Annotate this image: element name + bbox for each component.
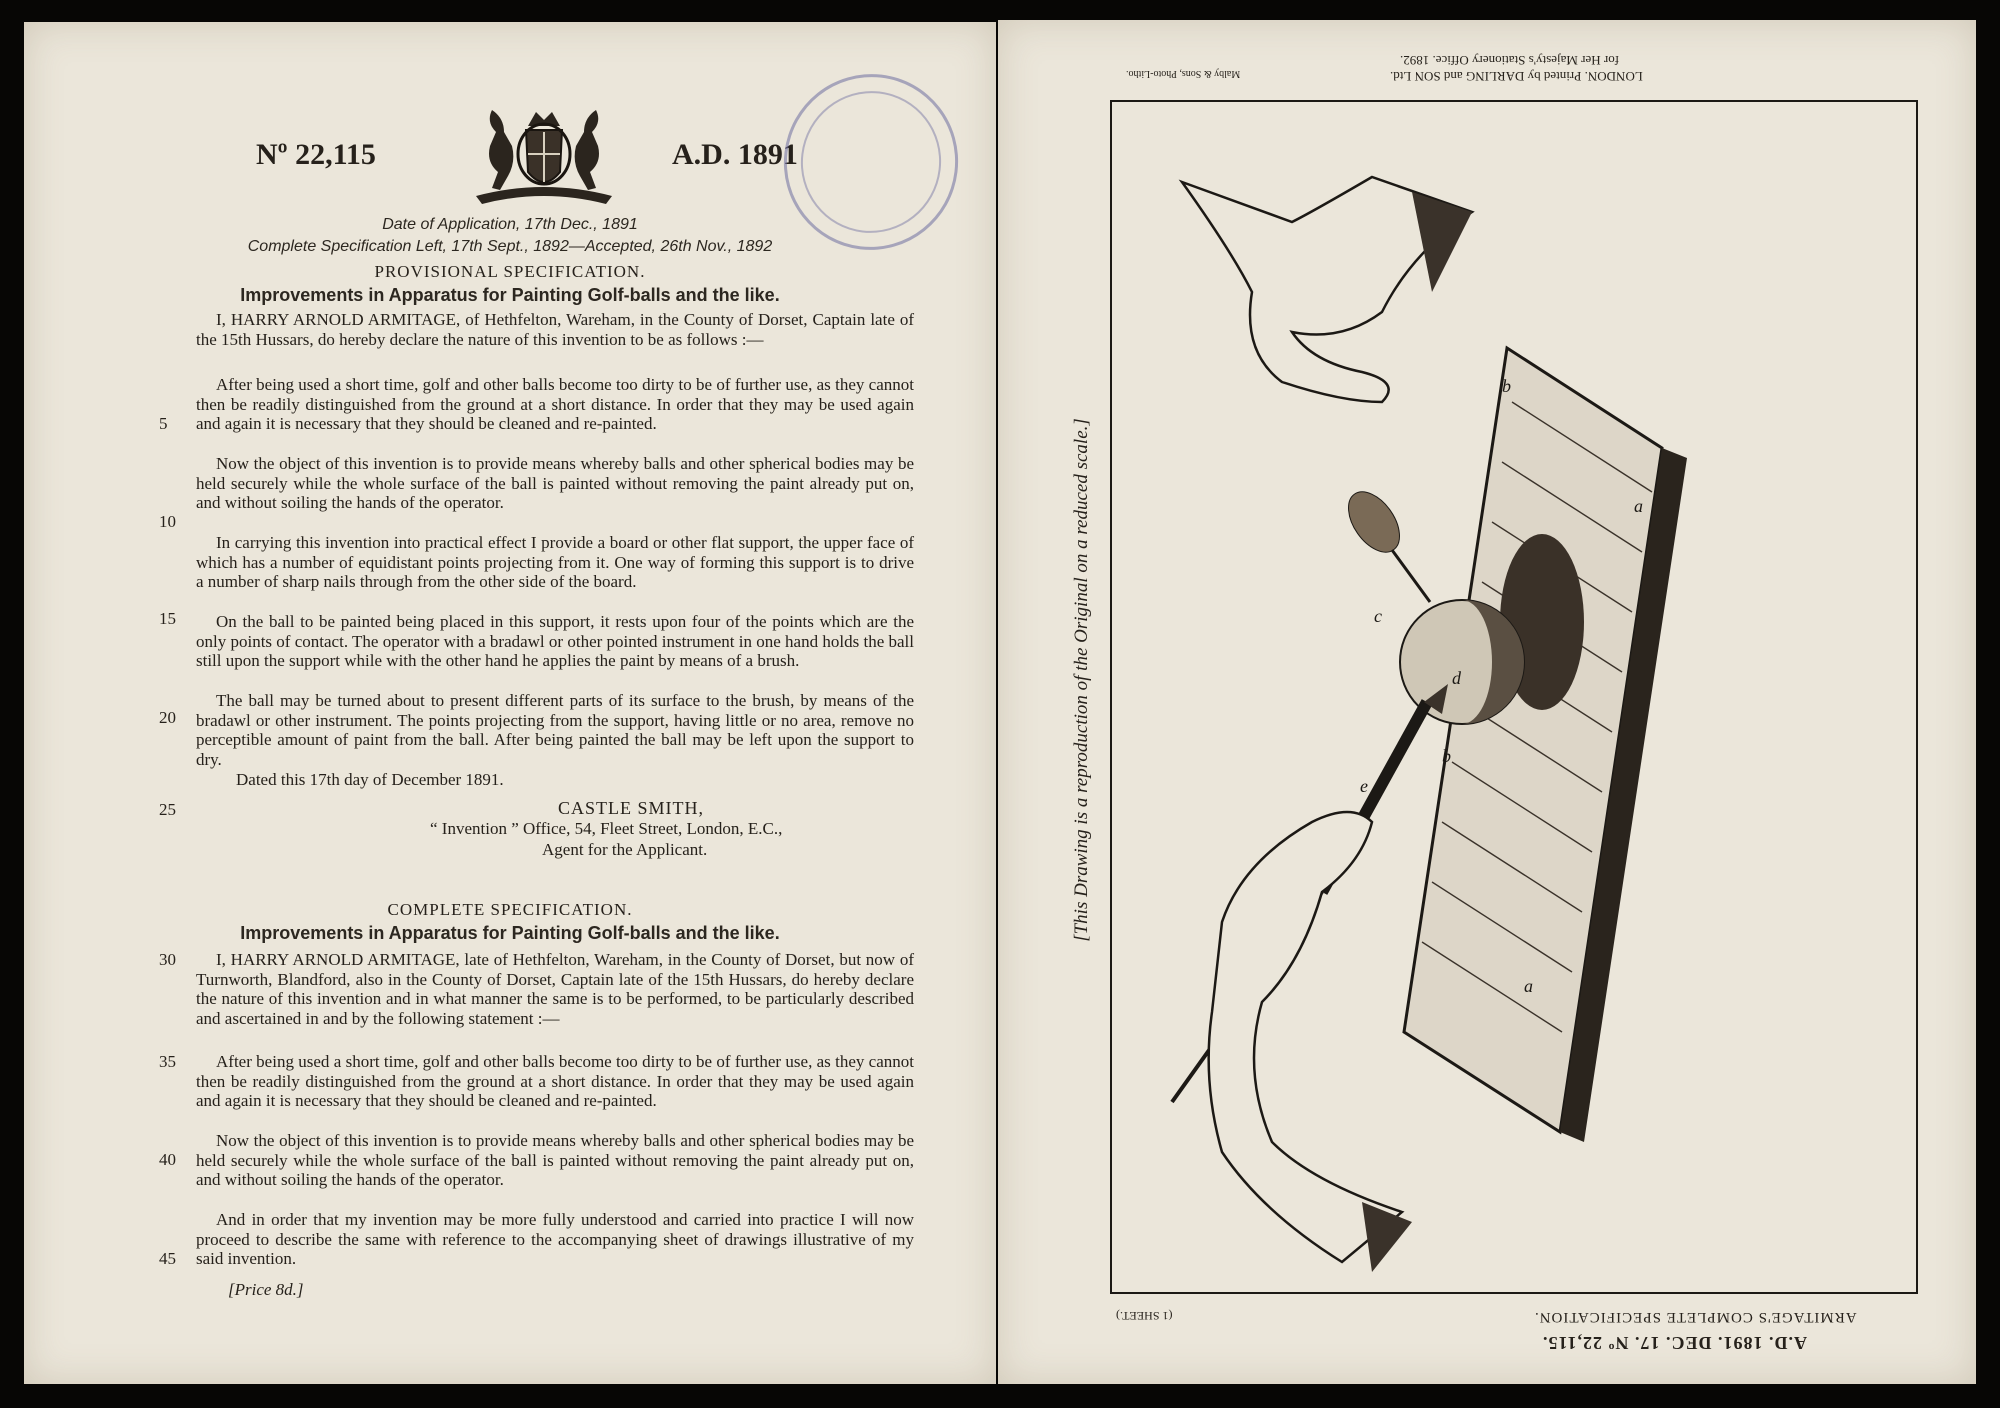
- agent-name: CASTLE SMITH,: [558, 798, 705, 818]
- line-number: 40: [159, 1150, 176, 1169]
- line-number: 30: [159, 950, 176, 969]
- patent-number: Nº 22,115: [256, 138, 376, 171]
- figure-label-e: e: [1360, 776, 1368, 796]
- line-number: 20: [159, 708, 176, 727]
- golf-ball-painting-drawing: [1112, 102, 1916, 1292]
- figure-label-a: a: [1634, 496, 1643, 516]
- complete-title: Improvements in Apparatus for Painting Golf-balls and the like.: [240, 923, 780, 943]
- agent-address: “ Invention ” Office, 54, Fleet Street, London, E.C.,: [430, 819, 783, 838]
- sheet-footer-title: A.D. 1891. DEC. 17. Nº 22,115.: [1542, 1333, 1807, 1353]
- provisional-paragraph: On the ball to be painted being placed in this support, it rests upon four of the points which are the only points of contact. The operator with a bradawl or other pointed instrument in one hand holds the ball still upon the support while with the other hand he applies the paint by means of a brush.: [196, 612, 914, 671]
- figure-label-c: c: [1374, 606, 1382, 626]
- date-of-application: Date of Application, 17th Dec., 1891: [382, 216, 638, 233]
- provisional-heading: PROVISIONAL SPECIFICATION.: [374, 262, 646, 281]
- scale-note: [This Drawing is a reproduction of the Original on a reduced scale.]: [1071, 418, 1092, 942]
- sheet-footer-subtitle: ARMITAGE'S COMPLETE SPECIFICATION.: [1534, 1309, 1857, 1325]
- figure-label-d: d: [1452, 668, 1461, 688]
- patent-year: A.D. 1891: [672, 138, 798, 171]
- provisional-title: Improvements in Apparatus for Painting Golf-balls and the like.: [240, 285, 780, 305]
- printer-line: for Her Majesty's Stationery Office. 1892.: [1400, 53, 1620, 68]
- provisional-paragraph: After being used a short time, golf and other balls become too dirty to be of further use, as they cannot then be readily distinguished from the ground at a short distance. In order that they may be used again and again it is necessary that they should be cleaned and re-painted.: [196, 375, 914, 434]
- complete-paragraph: And in order that my invention may be more fully understood and carried into practice I will now proceed to describe the same with reference to the accompanying sheet of drawings illustrative of my said invention.: [196, 1210, 914, 1269]
- printer-line: LONDON. Printed by DARLING and SON Ltd.: [1390, 69, 1643, 84]
- complete-paragraph: I, HARRY ARNOLD ARMITAGE, late of Hethfelton, Wareham, in the County of Dorset, but now of Turnworth, Blandford, also in the County of Dorset, Captain late of the 15th Hussars, do hereby declare the nature of this invention and in what manner the same is to be performed, to be particularly described and ascertained in and by the following statement :—: [196, 950, 914, 1028]
- price: [Price 8d.]: [228, 1280, 304, 1299]
- complete-paragraph: After being used a short time, golf and other balls become too dirty to be of further use, as they cannot then be readily distinguished from the ground at a short distance. In order that they may be used again and again it is necessary that they should be cleaned and re-painted.: [196, 1052, 914, 1111]
- figure-label-b: b: [1502, 376, 1511, 396]
- figure-label-b: b: [1442, 746, 1451, 766]
- photo-credit: Malby & Sons, Photo-Litho.: [1126, 68, 1241, 79]
- complete-heading: COMPLETE SPECIFICATION.: [387, 900, 633, 919]
- sheet-note: (1 SHEET.): [1116, 1309, 1173, 1323]
- figure-label-a: a: [1524, 976, 1533, 996]
- provisional-paragraph: The ball may be turned about to present different parts of its surface to the brush, by means of the bradawl or other instrument. The points projecting from the support, having little or no area, remove no perceptible amount of paint from the ball. After being painted the ball may be left upon the support to dry.: [196, 691, 914, 769]
- complete-paragraph: Now the object of this invention is to provide means whereby balls and other spherical bodies may be held securely while the whole surface of the ball is painted without removing the paint already put on, and without soiling the hands of the operator.: [196, 1131, 914, 1190]
- royal-coat-of-arms-icon: [456, 102, 632, 208]
- specification-page: [24, 22, 996, 1384]
- line-number: 10: [159, 512, 176, 531]
- drawing-sheet-page: [998, 20, 1976, 1384]
- provisional-paragraph: Now the object of this invention is to provide means whereby balls and other spherical bodies may be held securely while the whole surface of the ball is painted without removing the paint already put on, and without soiling the hands of the operator.: [196, 454, 914, 513]
- line-number: 45: [159, 1249, 176, 1268]
- complete-specification-dates: Complete Specification Left, 17th Sept., 1892—Accepted, 26th Nov., 1892: [247, 238, 773, 255]
- provisional-paragraph: In carrying this invention into practical effect I provide a board or other flat support, the upper face of which has a number of equidistant points projecting from it. One way of forming this support is to drive a number of sharp nails through from the other side of the board.: [196, 533, 914, 592]
- agent-role: Agent for the Applicant.: [542, 840, 708, 859]
- line-number: 5: [159, 414, 168, 433]
- drawing-frame: [1110, 100, 1918, 1294]
- dated-line: Dated this 17th day of December 1891.: [236, 770, 504, 789]
- line-number: 35: [159, 1052, 176, 1071]
- provisional-paragraph: I, HARRY ARNOLD ARMITAGE, of Hethfelton, Wareham, in the County of Dorset, Captain late of the 15th Hussars, do hereby declare the nature of this invention to be as follows :—: [196, 310, 914, 349]
- line-number: 25: [159, 800, 176, 819]
- line-number: 15: [159, 609, 176, 628]
